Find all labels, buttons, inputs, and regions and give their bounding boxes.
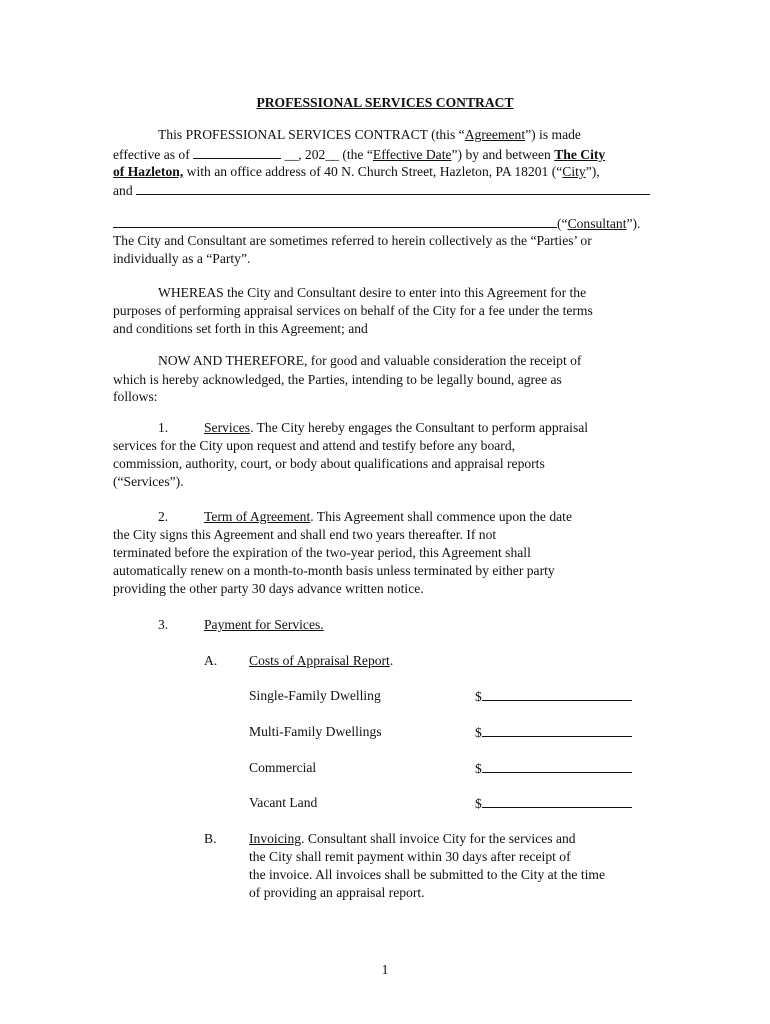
- sec1-number: 1.: [158, 420, 169, 435]
- sec1-line-1: Services. The City hereby engages the Consultant to perform appraisal: [204, 420, 589, 435]
- city-name: The City: [554, 147, 606, 162]
- sec3b-letter: B.: [204, 831, 217, 846]
- intro-line-1: This PROFESSIONAL SERVICES CONTRACT (this “Agreement”) is made: [158, 127, 581, 142]
- fee-label-single-family: Single-Family Dwelling: [249, 688, 381, 703]
- intro-line-7: individually as a “Party”.: [113, 251, 251, 266]
- intro-line-3: of Hazleton, with an office address of 40 N. Church Street, Hazleton, PA 18201 (“City”),: [113, 164, 600, 179]
- sec2-number: 2.: [158, 509, 169, 524]
- fee-field-vacant-land[interactable]: $: [475, 794, 632, 813]
- fee-label-vacant-land: Vacant Land: [249, 795, 318, 810]
- sec3-heading: Payment for Services.: [204, 617, 324, 632]
- whereas-line-3: and conditions set forth in this Agreement; and: [113, 321, 368, 336]
- fee-field-single-family[interactable]: $: [475, 687, 632, 706]
- sec3a-heading: Costs of Appraisal Report: [249, 653, 390, 668]
- sec3a-letter: A.: [204, 653, 218, 668]
- sec3a-heading-line: Costs of Appraisal Report.: [249, 653, 394, 668]
- sec1-line-4: (“Services”).: [113, 474, 184, 489]
- intro-line-5: (“Consultant”).: [113, 214, 640, 233]
- consultant-term: Consultant: [567, 216, 627, 231]
- sec3b-line-2: the City shall remit payment within 30 days after receipt of: [249, 849, 571, 864]
- effective-date-term: Effective Date: [372, 147, 452, 162]
- fee-label-commercial: Commercial: [249, 760, 317, 775]
- intro-line-2: effective as of __, 202__ (the “Effective Date”) by and between The City: [113, 147, 606, 162]
- now-line-1: NOW AND THEREFORE, for good and valuable consideration the receipt of: [158, 353, 582, 368]
- sec3b-line-1: Invoicing. Consultant shall invoice City for the services and: [249, 831, 576, 846]
- sec1-heading: Services: [204, 420, 251, 435]
- consultant-blank-field-2[interactable]: [113, 214, 557, 228]
- page-number: 1: [381, 962, 389, 977]
- sec2-line-2: the City signs this Agreement and shall end two years thereafter. If not: [113, 527, 497, 542]
- sec2-line-4: automatically renew on a month-to-month basis unless terminated by either party: [113, 563, 555, 578]
- intro-line-4: and: [113, 181, 650, 200]
- fee-label-multi-family: Multi-Family Dwellings: [249, 724, 382, 739]
- city-name-cont: of Hazleton,: [113, 164, 184, 179]
- sec2-line-1: Term of Agreement. This Agreement shall commence upon the date: [204, 509, 572, 524]
- sec3-number: 3.: [158, 617, 169, 632]
- whereas-line-2: purposes of performing appraisal services on behalf of the City for a fee under the terms: [113, 303, 593, 318]
- now-line-2: which is hereby acknowledged, the Parties, intending to be legally bound, agree as: [113, 372, 562, 387]
- now-line-3: follows:: [113, 389, 158, 404]
- intro-line-6: The City and Consultant are sometimes referred to herein collectively as the “Parties’ or: [113, 233, 592, 248]
- sec2-line-3: terminated before the expiration of the two-year period, this Agreement shall: [113, 545, 531, 560]
- fee-field-commercial[interactable]: $: [475, 759, 632, 778]
- sec3b-line-3: the invoice. All invoices shall be submitted to the City at the time: [249, 867, 606, 882]
- consultant-blank-field-1[interactable]: [136, 181, 650, 195]
- sec1-line-2: services for the City upon request and attend and testify before any board,: [113, 438, 516, 453]
- sec3b-heading: Invoicing: [249, 831, 302, 846]
- date-blank-field[interactable]: [193, 145, 281, 159]
- sec1-line-3: commission, authority, court, or body about qualifications and appraisal reports: [113, 456, 545, 471]
- city-term: City: [562, 164, 586, 179]
- whereas-line-1: WHEREAS the City and Consultant desire to enter into this Agreement for the: [158, 285, 587, 300]
- sec3b-line-4: of providing an appraisal report.: [249, 885, 425, 900]
- fee-field-multi-family[interactable]: $: [475, 723, 632, 742]
- sec2-line-5: providing the other party 30 days advance written notice.: [113, 581, 424, 596]
- document-title: PROFESSIONAL SERVICES CONTRACT: [256, 95, 514, 110]
- sec2-heading: Term of Agreement: [204, 509, 311, 524]
- agreement-term: Agreement: [464, 127, 526, 142]
